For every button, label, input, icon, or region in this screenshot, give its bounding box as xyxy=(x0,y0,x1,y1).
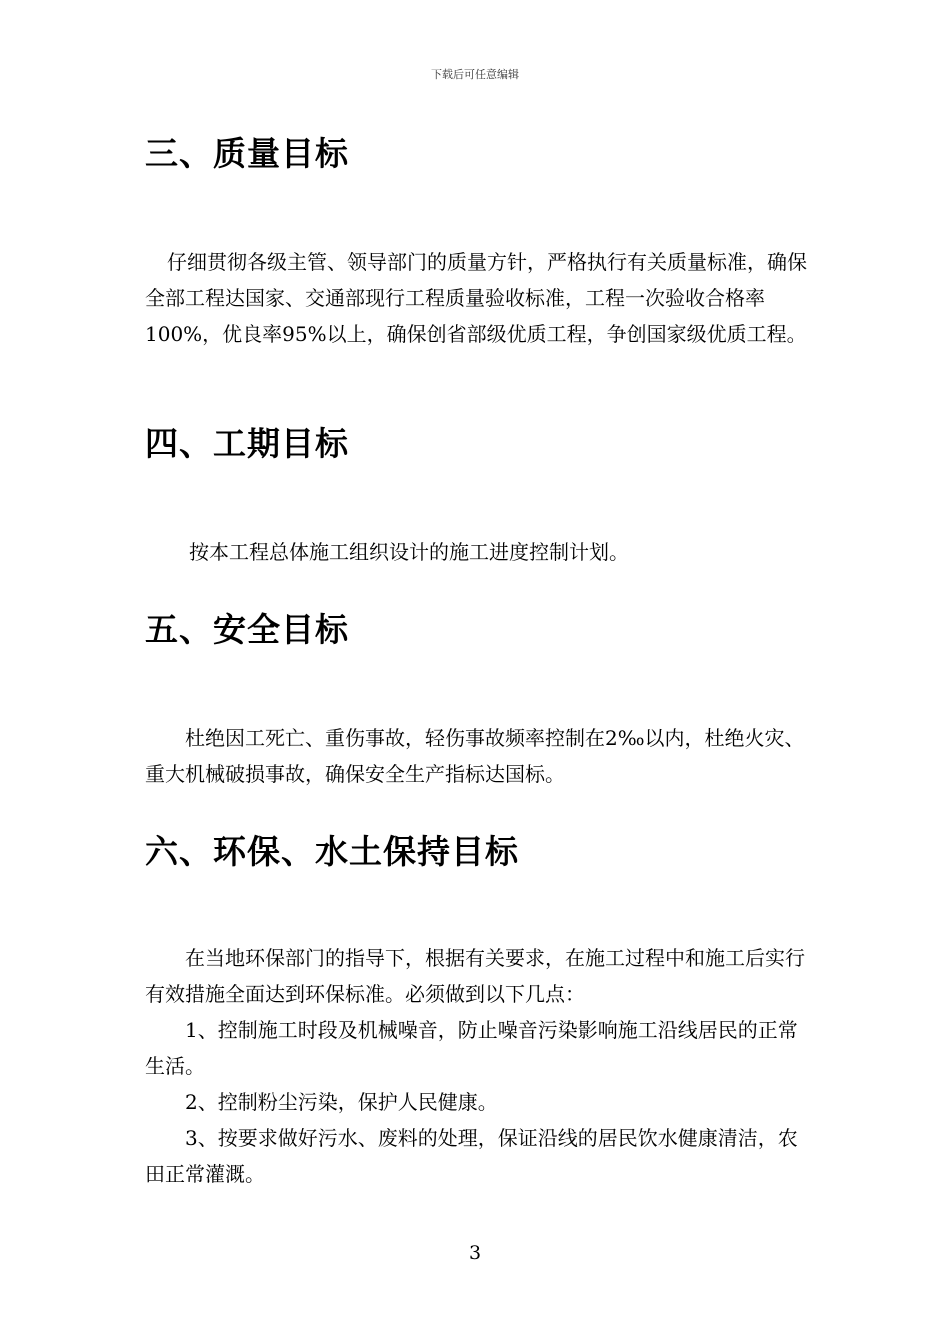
section-body-safety xyxy=(145,720,815,792)
paragraph: 杜绝因工死亡、重伤事故，轻伤事故频率控制在2‰以内，杜绝火灾、重大机械破损事故，确保安全生产指标达国标。 xyxy=(145,726,805,786)
list-item: 1、控制施工时段及机械噪音，防止噪音污染影响施工沿线居民的正常生活。 xyxy=(145,1018,798,1078)
section-heading-quality: 三、质量目标 xyxy=(145,134,349,173)
section-body-schedule xyxy=(145,534,815,570)
page-number: 3 xyxy=(468,1242,482,1264)
paragraph: 在当地环保部门的指导下，根据有关要求，在施工过程中和施工后实行有效措施全面达到环保标准。必须做到以下几点： xyxy=(145,946,805,1006)
section-heading-safety: 五、安全目标 xyxy=(145,610,349,649)
section-heading-environment: 六、环保、水土保持目标 xyxy=(145,832,519,871)
list-item: 2、控制粉尘污染，保护人民健康。 xyxy=(185,1090,498,1114)
section-body-quality xyxy=(145,244,815,352)
section-body-environment xyxy=(145,940,815,1192)
paragraph: 仔细贯彻各级主管、领导部门的质量方针，严格执行有关质量标准，确保全部工程达国家、交通部现行工程质量验收标准，工程一次验收合格率100%，优良率95%以上，确保创省部级优质工程，争创国家级优质工程。 xyxy=(145,250,807,346)
section-heading-schedule: 四、工期目标 xyxy=(145,424,349,463)
header-note: 下载后可任意编辑 xyxy=(431,68,519,81)
list-item: 3、按要求做好污水、废料的处理，保证沿线的居民饮水健康清洁，农田正常灌溉。 xyxy=(145,1126,798,1186)
paragraph: 按本工程总体施工组织设计的施工进度控制计划。 xyxy=(189,540,629,564)
